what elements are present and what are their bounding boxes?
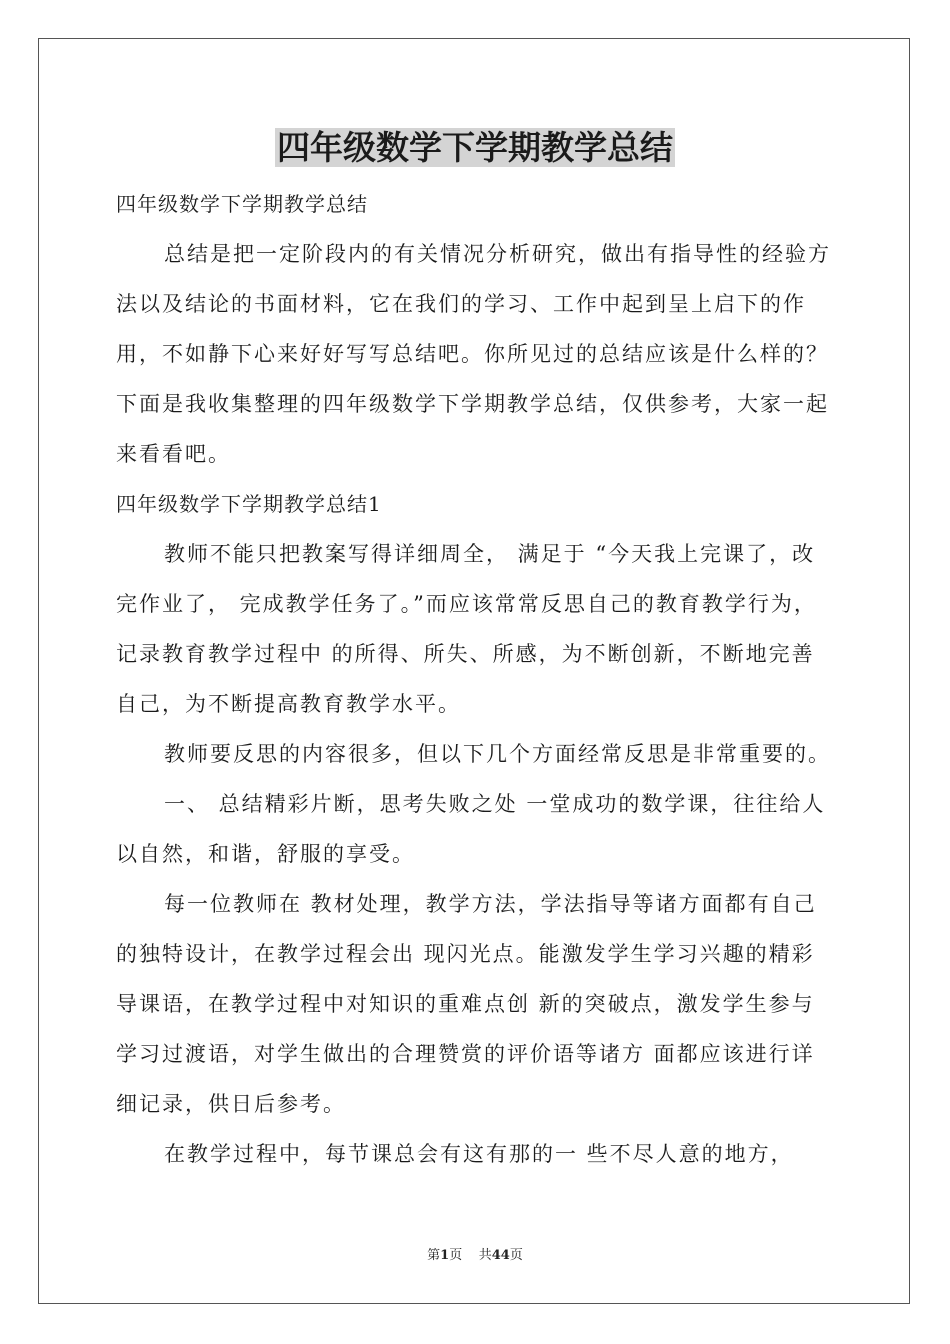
current-page-number: 1 xyxy=(440,1248,450,1263)
total-page-count: 44 xyxy=(491,1248,510,1263)
paragraph: 每一位教师在 教材处理，教学方法，学法指导等诸方面都有自己的独特设计，在教学过程会出 现闪光点。能激发学生学习兴趣的精彩导课语，在教学过程中对知识的重难点创 新的突破点，激发学生参与学习过渡语，对学生做出的合理赞赏的评价语等诸方 面都应该进行详细记录，供日后参考。 xyxy=(116,892,817,1116)
document-title xyxy=(0,126,950,170)
page-footer xyxy=(0,1246,950,1266)
paragraph: 教师不能只把教案写得详细周全， 满足于 “今天我上完课了，改完作业了， 完成教学任务了。”而应该常常反思自己的教育教学行为，记录教育教学过程中 的所得、所失、所感，为不断创新，不断地完善自己，为不断提高教育教学水平。 xyxy=(116,542,817,716)
paragraph: 一、 总结精彩片断，思考失败之处 一堂成功的数学课，往往给人以自然，和谐，舒服的享受。 xyxy=(116,792,826,866)
footer-total-prefix: 共 xyxy=(478,1248,492,1263)
paragraph: 四年级数学下学期教学总结1 xyxy=(116,492,382,516)
paragraph: 在教学过程中，每节课总会有这有那的一 些不尽人意的地方， xyxy=(164,1142,794,1166)
paragraph: 总结是把一定阶段内的有关情况分析研究，做出有指导性的经验方法以及结论的书面材料，它在我们的学习、工作中起到呈上启下的作用，不如静下心来好好写写总结吧。你所见过的总结应该是什么样的？下面是我收集整理的四年级数学下学期教学总结，仅供参考，大家一起来看看吧。 xyxy=(116,242,831,466)
paragraph: 教师要反思的内容很多，但以下几个方面经常反思是非常重要的。 xyxy=(164,742,831,766)
footer-total-suffix: 页 xyxy=(509,1248,523,1263)
footer-prefix: 第 xyxy=(427,1248,441,1263)
footer-page-suffix: 页 xyxy=(449,1248,463,1263)
document-title-text: 四年级数学下学期教学总结 xyxy=(277,128,673,167)
paragraph: 四年级数学下学期教学总结 xyxy=(116,192,368,216)
document-body xyxy=(116,179,836,1179)
